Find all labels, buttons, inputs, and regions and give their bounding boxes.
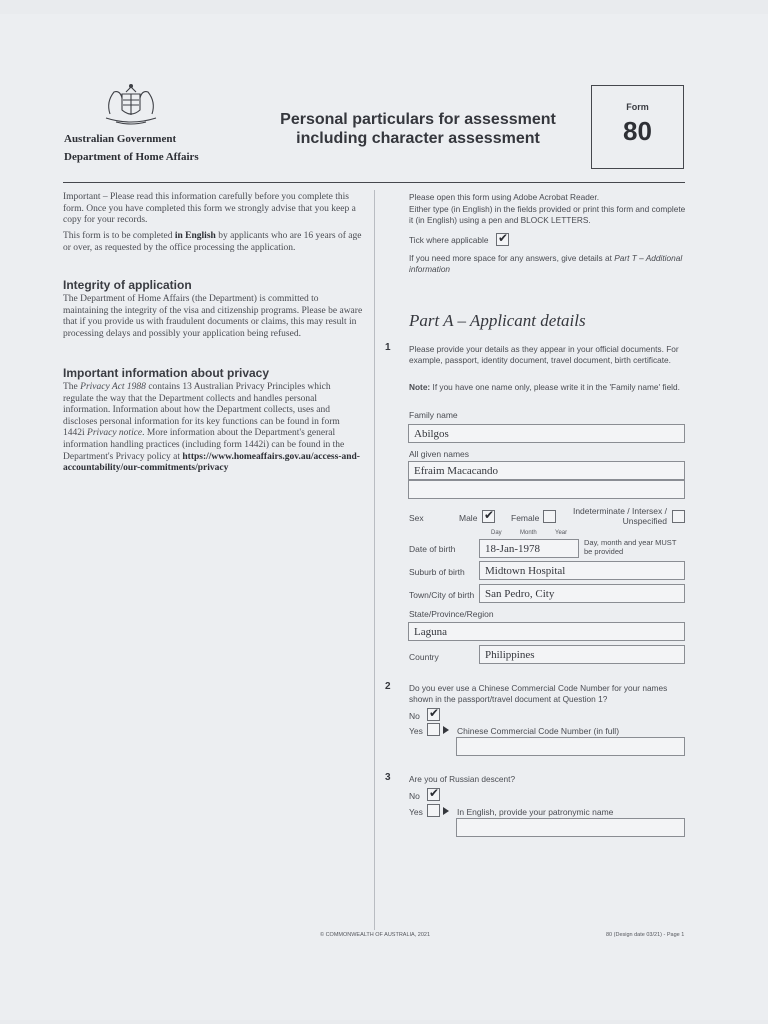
check-icon: ✔ xyxy=(429,786,440,800)
privacy-act: Privacy Act 1988 xyxy=(80,382,146,392)
english-req-a: This form is to be completed xyxy=(63,231,175,241)
ccc-label: Chinese Commercial Code Number (in full) xyxy=(457,726,620,736)
q3-no-checkbox[interactable] xyxy=(427,788,440,801)
form-number-box xyxy=(591,85,684,169)
question-3-text: Are you of Russian descent? xyxy=(409,774,516,784)
indeterminate-label: Indeterminate / Intersex / Unspecified xyxy=(572,506,667,526)
form-title xyxy=(268,110,568,148)
question-3-number: 3 xyxy=(385,772,391,783)
sex-label: Sex xyxy=(409,513,424,523)
privacy-heading: Important information about privacy xyxy=(63,366,270,380)
dob-field[interactable]: 18-Jan-1978 xyxy=(479,539,579,558)
part-a-heading: Part A – Applicant details xyxy=(409,311,586,330)
form-label: Form xyxy=(626,102,649,112)
check-icon: ✔ xyxy=(498,231,509,245)
header-divider xyxy=(63,182,685,183)
day-caption: Day xyxy=(491,530,502,536)
english-req-c: by applicants who are 16 years of age or over, as requested by the office processing the application. xyxy=(63,231,362,253)
country-field[interactable]: Philippines xyxy=(479,645,685,664)
town-field[interactable]: San Pedro, City xyxy=(479,584,685,603)
integrity-heading: Integrity of application xyxy=(63,278,192,292)
important-notice: Important – Please read this information carefully before you complete this form. Once you have completed this form we strongly advise that you keep a copy for your records. xyxy=(63,192,356,226)
male-checkbox[interactable] xyxy=(482,510,495,523)
month-caption: Month xyxy=(520,530,537,536)
male-label: Male xyxy=(459,513,478,523)
given-names-label: All given names xyxy=(409,449,470,459)
more-space-a: If you need more space for any answers, give details at xyxy=(409,253,615,263)
government-name: Australian Government xyxy=(64,133,177,145)
town-label: Town/City of birth xyxy=(409,590,475,600)
check-icon: ✔ xyxy=(484,508,495,522)
privacy-c: contains 13 Australian Privacy Principles which regulate the way that the Department collects and handles personal information. Information about how the Department collects, uses and discloses personal information for its key functions can be found in form 1442i xyxy=(63,382,340,439)
q3-yes-checkbox[interactable] xyxy=(427,804,440,817)
integrity-text: The Department of Home Affairs (the Department) is committed to maintaining the integrity of the visa and citizenship programs. Please be aware that if you provide us with fraudulent documents or claims, this may result in processing delays and possibly your application being refused. xyxy=(63,294,363,339)
arrow-right-icon xyxy=(443,807,449,815)
given-names-field[interactable]: Efraim Macacando xyxy=(408,461,685,480)
privacy-a: The xyxy=(63,382,81,392)
suburb-label: Suburb of birth xyxy=(409,567,465,577)
indeterminate-checkbox[interactable] xyxy=(672,510,685,523)
dob-label: Date of birth xyxy=(409,544,456,554)
question-2-number: 2 xyxy=(385,681,391,692)
privacy-text xyxy=(63,382,363,475)
q2-no-checkbox[interactable] xyxy=(427,708,440,721)
column-divider xyxy=(374,190,375,930)
ccc-field[interactable] xyxy=(456,737,685,756)
english-req-bold: in English xyxy=(174,231,216,241)
privacy-policy-link[interactable]: https://www.homeaffairs.gov.au/access-and-accountability/our-commitments/privacy xyxy=(63,451,360,474)
q2-no-label: No xyxy=(409,711,420,721)
arrow-right-icon xyxy=(443,726,449,734)
english-requirement xyxy=(63,231,363,254)
state-label: State/Province/Region xyxy=(409,609,494,619)
more-space-note xyxy=(409,253,689,276)
part-t-reference: Part T – Additional information xyxy=(409,253,683,275)
patronymic-field[interactable] xyxy=(456,818,685,837)
privacy-e: . More information about the Department's general information handling practices (including form 1442i) can be found in the Department's Privacy policy at xyxy=(63,428,345,462)
privacy-notice: Privacy notice xyxy=(87,428,143,439)
note-label: Note: xyxy=(409,382,431,392)
q3-yes-label: Yes xyxy=(409,807,423,817)
question-1-note xyxy=(409,382,689,393)
intro-instructions: Either type (in English) in the fields provided or print this form and complete it (in English) using a pen and BLOCK LETTERS. xyxy=(409,204,686,226)
given-names-field-line-2[interactable] xyxy=(408,480,685,499)
department-name: Department of Home Affairs xyxy=(64,151,199,163)
form-number: 80 xyxy=(623,116,652,146)
form-title-line-1: Personal particulars for assessment xyxy=(280,111,556,128)
intro-open-reader: Please open this form using Adobe Acrobat Reader. xyxy=(409,192,600,202)
page-footer: 80 (Design date 03/21) - Page 1 xyxy=(606,932,685,938)
tick-example-checkbox xyxy=(496,233,509,246)
tick-label: Tick where applicable xyxy=(409,235,489,245)
female-checkbox[interactable] xyxy=(543,510,556,523)
country-label: Country xyxy=(409,652,439,662)
family-name-label: Family name xyxy=(409,410,458,420)
state-field[interactable]: Laguna xyxy=(408,622,685,641)
female-label: Female xyxy=(511,513,540,523)
note-text: If you have one name only, please write it in the 'Family name' field. xyxy=(430,382,680,392)
year-caption: Year xyxy=(555,530,568,536)
q2-yes-label: Yes xyxy=(409,726,423,736)
question-2-text: Do you ever use a Chinese Commercial Code Number for your names shown in the passport/travel document at Question 1? xyxy=(409,683,668,705)
patronymic-label: In English, provide your patronymic name xyxy=(457,807,614,817)
question-1-text: Please provide your details as they appear in your official documents. For example, passport, identity document, travel document, birth certificate. xyxy=(409,344,679,366)
coat-of-arms-icon xyxy=(96,80,166,132)
copyright-footer: © COMMONWEALTH OF AUSTRALIA, 2021 xyxy=(320,932,430,938)
q3-no-label: No xyxy=(409,791,420,801)
suburb-field[interactable]: Midtown Hospital xyxy=(479,561,685,580)
check-icon: ✔ xyxy=(429,706,440,720)
form-title-line-2: including character assessment xyxy=(296,130,540,147)
question-1-number: 1 xyxy=(385,342,391,353)
family-name-field[interactable]: Abilgos xyxy=(408,424,685,443)
q2-yes-checkbox[interactable] xyxy=(427,723,440,736)
dob-note: Day, month and year MUST be provided xyxy=(584,538,677,556)
